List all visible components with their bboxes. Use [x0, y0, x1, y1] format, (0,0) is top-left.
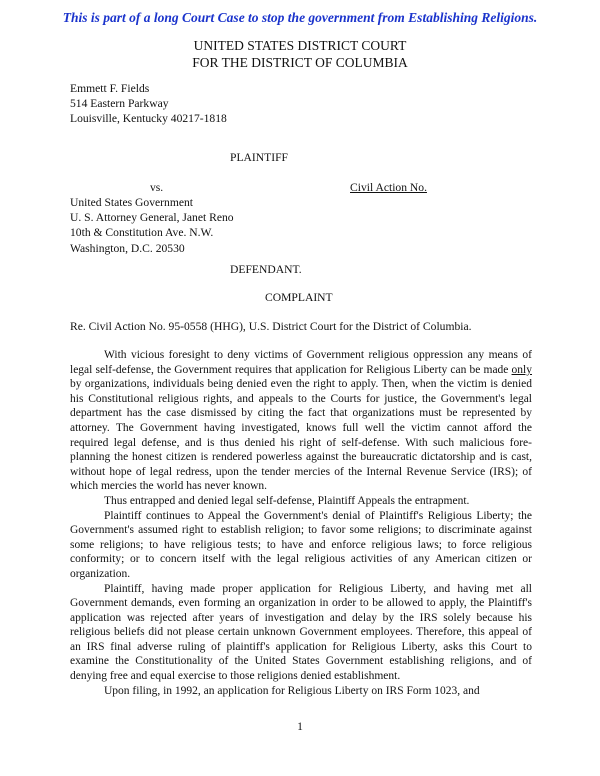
defendant-name: United States Government: [70, 196, 193, 209]
banner-note: This is part of a long Court Case to stop the government from Establishing Religions.: [62, 10, 538, 25]
complaint-body: [70, 348, 532, 698]
paragraph-4: Plaintiff, having made proper application for Religious Liberty, and having met all Government demands, even forming an organization in order to be allowed to apply, the Plaintiff's application was rejected after years of investigation and delay by the IRS solely because his religious beliefs did not please certain unknown Government employees. Therefore, this appeal of an IRS final adverse ruling of plaintiff's application for Religious Liberty, asks this Court to examine the Constitutionality of the United States Government establishing religions, and of denying free and equal exercise to those religions denied establishment.: [70, 582, 532, 683]
defendant-attorney: U. S. Attorney General, Janet Reno: [70, 211, 234, 225]
defendant-address: [70, 195, 234, 256]
defendant-city: Washington, D.C. 20530: [70, 241, 185, 255]
plaintiff-address: [70, 81, 227, 127]
paragraph-3: Plaintiff continues to Appeal the Government's denial of Plaintiff's Religious Liberty; the Government's assumed right to establish religion; to favor some religions; to discriminate against some religions; to have religious tests; to have and enforce religious laws; to force religious conformity; or to concern itself with the legal religious activities of any American citizen or organization.: [70, 509, 532, 580]
civil-action-label: Civil Action No.: [350, 181, 427, 194]
court-line-2: FOR THE DISTRICT OF COLUMBIA: [192, 55, 408, 70]
paragraph-5: Upon filing, in 1992, an application for Religious Liberty on IRS Form 1023, and: [104, 684, 480, 697]
court-line-1: UNITED STATES DISTRICT COURT: [193, 38, 407, 53]
complaint-title: COMPLAINT: [265, 291, 333, 304]
defendant-label: DEFENDANT.: [230, 263, 302, 276]
plaintiff-street: 514 Eastern Parkway: [70, 97, 169, 111]
plaintiff-label: PLAINTIFF: [230, 151, 288, 164]
court-heading: [0, 37, 600, 71]
paragraph-2: Thus entrapped and denied legal self-defense, Plaintiff Appeals the entrapment.: [104, 494, 470, 507]
versus-label: vs.: [150, 181, 164, 194]
defendant-street: 10th & Constitution Ave. N.W.: [70, 226, 214, 240]
re-line: Re. Civil Action No. 95-0558 (HHG), U.S. District Court for the District of Columbia.: [70, 320, 472, 333]
plaintiff-name: Emmett F. Fields: [70, 82, 150, 95]
page-number: 1: [297, 720, 303, 733]
paragraph-1: With vicious foresight to deny victims of Government religious oppression any means of legal self-defense, the Government requires that application for Religious Liberty can be made only by organizations, individuals being denied even the right to apply. Then, when the victim is denied his Constitutional religious rights, and appeals to the Courts for justice, the Government's legal department has the case dismissed by citing the fact that organizations must be represented by attorney. The Government having investigated, knows full well the victim cannot afford the required legal defense, and is thus denied his right of self-defense. With such malicious fore-planning the honest citizen is rendered powerless against the bureaucratic dictatorship and is cast, without hope of legal redress, upon the tender mercies of the Internal Revenue Service (IRS); of which mercies the world has never known.: [70, 349, 532, 493]
plaintiff-city: Louisville, Kentucky 40217-1818: [70, 112, 227, 126]
